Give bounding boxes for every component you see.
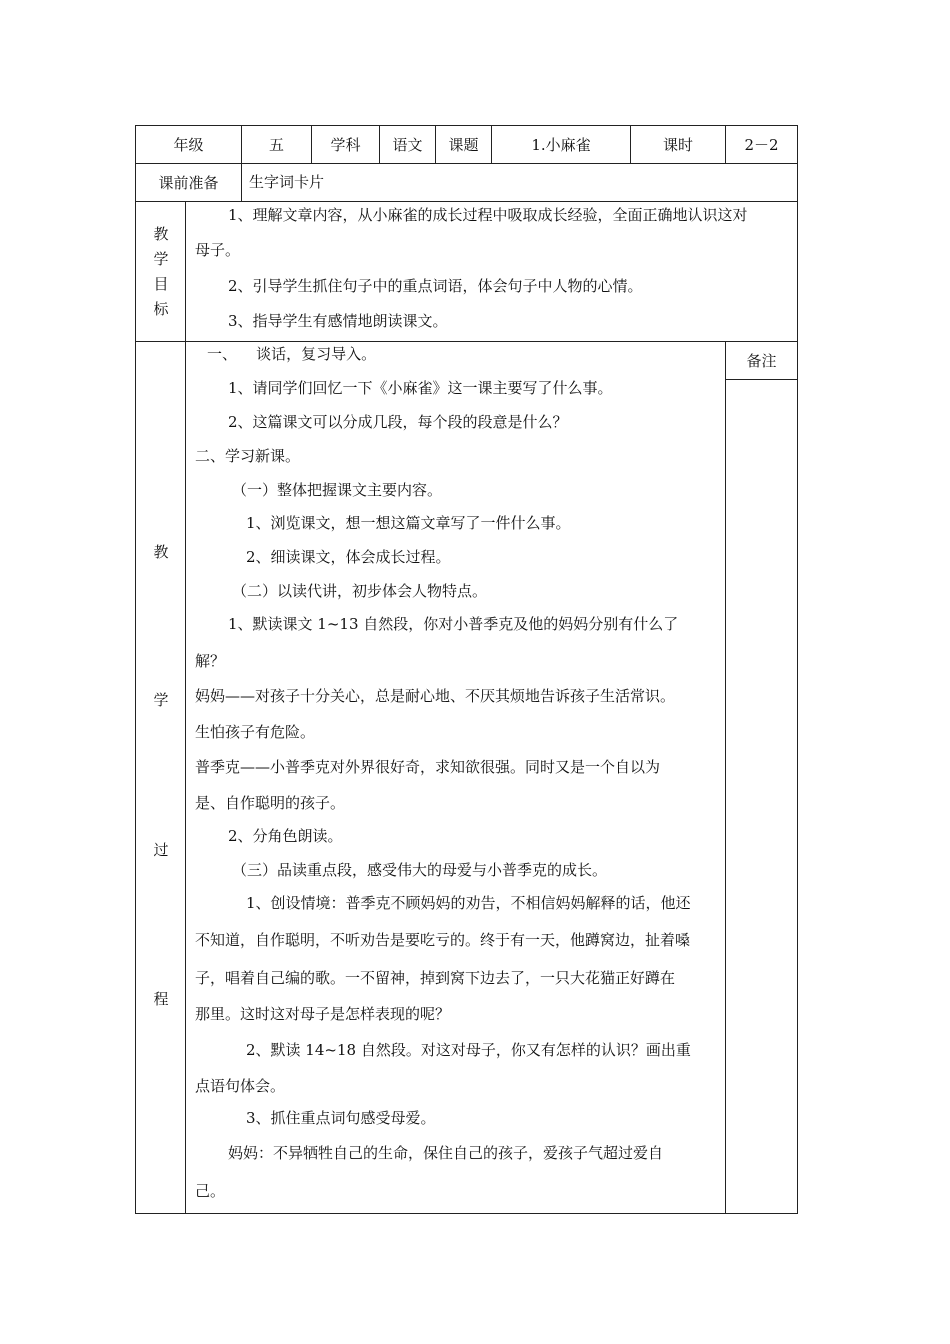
process-line: 不知道，自作聪明，不听劝告是要吃亏的。终于有一天，他蹲窝边，扯着嗓 [195,931,691,949]
process-line: 解？ [195,652,226,670]
period-value: 2－2 [744,136,779,154]
objectives-label-char: 标 [153,300,169,318]
process-label-char: 学 [153,691,169,709]
notes-area [726,380,797,1213]
table-border-bottom [135,1213,798,1214]
objective-line: 2、引导学生抓住句子中的重点词语，体会句子中人物的心情。 [228,277,643,295]
process-label-char: 教 [153,543,169,561]
prep-value: 生字词卡片 [249,173,325,191]
process-line: 1、默读课文 1~13 自然段，你对小普季克及他的妈妈分别有什么了 [228,615,679,633]
table-rule [135,341,798,342]
subject-label: 学科 [330,136,361,154]
objective-line: 母子。 [195,241,241,259]
process-line: 点语句体会。 [195,1077,286,1095]
process-line: 妈妈——对孩子十分关心，总是耐心地、不厌其烦地告诉孩子生活常识。 [195,687,676,705]
process-line: 妈妈：不异牺牲自己的生命，保住自己的孩子，爱孩子气超过爱自 [228,1144,664,1162]
objective-line: 1、理解文章内容，从小麻雀的成长过程中吸取成长经验，全面正确地认识这对 [228,206,748,224]
process-line: （二）以读代讲，初步体会人物特点。 [232,582,488,600]
process-line: 那里。这时这对母子是怎样表现的呢？ [195,1005,451,1023]
process-line: 子，唱着自己编的歌。一不留神，掉到窝下边去了，一只大花猫正好蹲在 [195,969,676,987]
process-line: 2、分角色朗读。 [228,827,343,845]
process-line: 1、请同学们回忆一下《小麻雀》这一课主要写了什么事。 [228,379,613,397]
process-line: 2、默读 14~18 自然段。对这对母子，你又有怎样的认识？画出重 [246,1041,691,1059]
process-line: 生怕孩子有危险。 [195,723,316,741]
topic-value: 1.小麻雀 [531,136,591,154]
process-line: 普季克——小普季克对外界很好奇，求知欲很强。同时又是一个自以为 [195,758,661,776]
process-line: 1、创设情境：普季克不顾妈妈的劝告，不相信妈妈解释的话，他还 [246,894,691,912]
table-rule [135,201,798,202]
grade-value: 五 [268,136,284,154]
subject-value: 语文 [392,136,423,154]
process-line: 3、抓住重点词句感受母爱。 [246,1109,436,1127]
objective-line: 3、指导学生有感情地朗读课文。 [228,312,448,330]
process-line: 2、细读课文，体会成长过程。 [246,548,451,566]
notes-label: 备注 [746,352,777,370]
process-line: 是、自作聪明的孩子。 [195,794,346,812]
process-line: 2、这篇课文可以分成几段，每个段的段意是什么？ [228,413,568,431]
process-line: （一）整体把握课文主要内容。 [232,481,443,499]
grade-label: 年级 [173,136,204,154]
prep-label: 课前准备 [158,174,219,192]
process-line: 己。 [195,1182,226,1200]
objectives-label-char: 学 [153,250,169,268]
process-line: 一、 谈话，复习导入。 [207,345,377,363]
process-line: 1、浏览课文，想一想这篇文章写了一件什么事。 [246,514,571,532]
process-label-char: 程 [153,990,169,1008]
period-label: 课时 [662,136,693,154]
objectives-label-char: 教 [153,225,169,243]
process-line: 二、学习新课。 [195,447,301,465]
objectives-label-char: 目 [153,275,169,293]
process-label-char: 过 [153,841,169,859]
process-line: （三）品读重点段，感受伟大的母爱与小普季克的成长。 [232,861,608,879]
table-border-right [797,125,798,1214]
topic-label: 课题 [448,136,479,154]
